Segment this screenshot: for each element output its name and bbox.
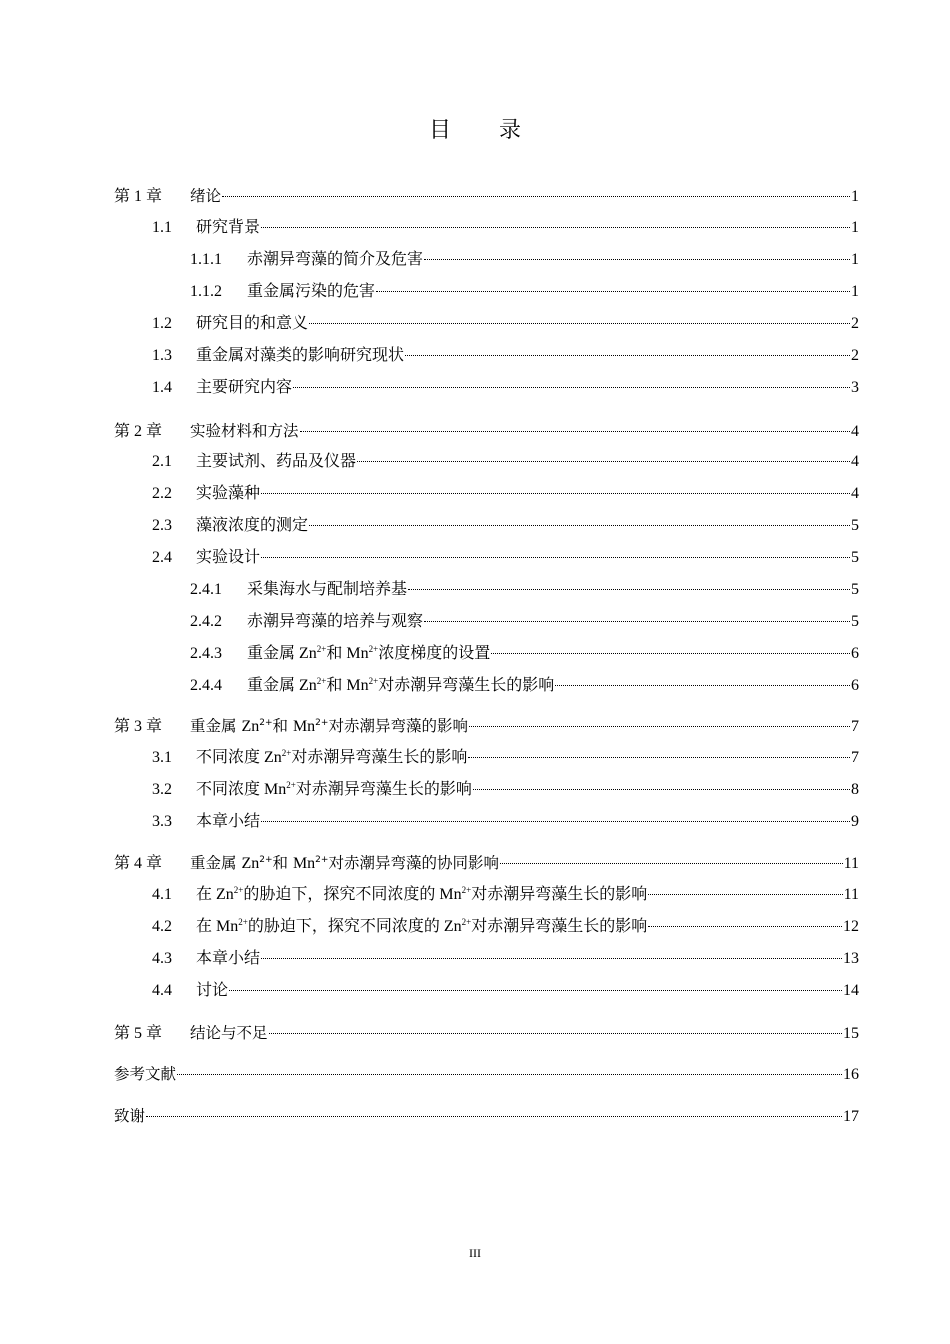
element-symbol: Zn	[241, 855, 260, 872]
title-text: 对赤潮异弯藻生长的影响	[378, 677, 555, 694]
toc-entry-page: 7	[851, 749, 859, 766]
title-text: 对赤潮异弯藻的协同影响	[328, 854, 499, 872]
toc-entry-number: 4.2	[152, 918, 172, 935]
dot-leader	[309, 524, 850, 526]
ion-charge: 2+	[461, 885, 472, 895]
toc-entry-page: 4	[851, 485, 859, 502]
title-text: 重金属污染的危害	[247, 283, 376, 300]
title-text: 参考文献	[114, 1065, 177, 1083]
title-text: 本章小结	[196, 950, 261, 967]
title-text: 绪论	[190, 187, 222, 205]
title-text: 重金属对藻类的影响研究现状	[196, 347, 405, 364]
dot-leader	[269, 1032, 842, 1034]
toc-entry-number: 1.2	[152, 315, 172, 332]
title-text: 不同浓度	[196, 781, 265, 798]
title-text: 对赤潮异弯藻生长的影响	[471, 886, 648, 903]
toc-entry-page: 2	[851, 315, 859, 332]
title-text: 对赤潮异弯藻生长的影响	[291, 749, 468, 766]
title-text: 对赤潮异弯藻生长的影响	[295, 781, 472, 798]
toc-entry[interactable]	[114, 1062, 859, 1086]
toc-entry-page: 5	[851, 613, 859, 630]
toc-entry[interactable]	[152, 312, 859, 336]
toc-entry[interactable]	[152, 979, 859, 1003]
title-text: 和	[272, 717, 293, 735]
title-text: 不同浓度	[196, 749, 265, 766]
toc-entry[interactable]	[152, 514, 859, 538]
dot-leader	[177, 1073, 842, 1075]
toc-entry[interactable]	[190, 248, 859, 272]
ion-charge: 2+	[461, 917, 472, 927]
ion-charge: 2+	[316, 676, 327, 686]
toc-entry-page: 16	[843, 1066, 859, 1083]
toc-entry-page: 7	[851, 718, 859, 735]
toc-entry-page: 1	[851, 283, 859, 300]
title-text: 藻液浓度的测定	[196, 517, 309, 534]
title-text: 主要试剂、药品及仪器	[196, 453, 357, 470]
toc-entry-title	[190, 1021, 268, 1045]
toc-entry-page: 5	[851, 549, 859, 566]
toc-entry-title	[190, 851, 499, 876]
toc-entry-page: 17	[843, 1108, 859, 1125]
dot-leader	[424, 258, 850, 260]
toc-entry[interactable]	[114, 1021, 859, 1045]
toc-entry-number: 2.1	[152, 453, 172, 470]
toc-entry-title	[196, 883, 647, 907]
title-text: 研究背景	[196, 219, 261, 236]
title-text: 实验材料和方法	[190, 422, 299, 440]
toc-entry-title	[247, 248, 423, 272]
dot-leader	[468, 756, 850, 758]
ion-charge: 2+	[259, 718, 273, 728]
dot-leader	[309, 322, 850, 324]
dot-leader	[648, 893, 842, 895]
ion-charge: 2+	[316, 644, 327, 654]
dot-leader	[293, 386, 850, 388]
title-text: 在	[196, 918, 217, 935]
toc-entry-number: 1.3	[152, 347, 172, 364]
dot-leader	[500, 862, 843, 864]
toc-entry-title	[196, 778, 472, 802]
element-symbol: Zn	[241, 718, 260, 735]
toc-entry-number: 3.3	[152, 813, 172, 830]
toc-entry-page: 12	[843, 918, 859, 935]
toc-entry-page: 2	[851, 347, 859, 364]
element-symbol: Mn	[439, 886, 462, 903]
dot-leader	[424, 620, 850, 622]
dot-leader	[261, 226, 850, 228]
element-symbol: Mn	[346, 677, 369, 694]
toc-entry-page: 3	[851, 379, 859, 396]
dot-leader	[408, 588, 850, 590]
toc-entry[interactable]	[152, 376, 859, 400]
dot-leader	[376, 290, 850, 292]
toc-entry-number: 2.4.2	[190, 613, 222, 630]
toc-entry-page: 5	[851, 517, 859, 534]
toc-entry-number: 2.4.4	[190, 677, 222, 694]
toc-entry-title	[196, 947, 260, 971]
toc-entry[interactable]	[190, 280, 859, 304]
toc-entry-page: 6	[851, 677, 859, 694]
toc-entry-page: 6	[851, 645, 859, 662]
toc-entry-number: 4.1	[152, 886, 172, 903]
toc-entry-title	[196, 482, 260, 506]
title-text: 主要研究内容	[196, 379, 293, 396]
dot-leader	[261, 957, 842, 959]
title-text: 和	[272, 854, 293, 872]
toc-entry-title	[196, 450, 356, 474]
title-text: 重金属	[247, 645, 300, 662]
toc-entry-number: 1.1	[152, 219, 172, 236]
toc-entry-page: 11	[843, 855, 859, 872]
dot-leader	[229, 989, 842, 991]
element-symbol: Zn	[443, 918, 462, 935]
toc-entry-number: 1.4	[152, 379, 172, 396]
toc-entry[interactable]	[152, 947, 859, 971]
toc-entry-number: 第 2 章	[114, 423, 163, 440]
toc-entry-title	[114, 1104, 145, 1128]
toc-entry-page: 5	[851, 581, 859, 598]
dot-leader	[648, 925, 842, 927]
toc-entry-page: 8	[851, 781, 859, 798]
toc-entry-page: 9	[851, 813, 859, 830]
toc-entry[interactable]	[152, 778, 859, 802]
dot-leader	[261, 556, 850, 558]
title-char-right: 录	[499, 118, 522, 143]
ion-charge: 2+	[281, 748, 292, 758]
toc-entry[interactable]	[114, 419, 859, 443]
title-text: 和	[326, 677, 347, 694]
toc-entry-number: 4.4	[152, 982, 172, 999]
toc-entry-title	[247, 642, 490, 666]
title-text: 致谢	[114, 1107, 146, 1125]
title-text: 赤潮异弯藻的简介及危害	[247, 251, 424, 268]
title-text: 和	[326, 645, 347, 662]
toc-entry-number: 第 5 章	[114, 1025, 163, 1042]
toc-entry[interactable]	[190, 610, 859, 634]
toc-entry[interactable]	[190, 578, 859, 602]
element-symbol: Mn	[346, 645, 369, 662]
toc-entry-title	[247, 674, 554, 698]
element-symbol: Mn	[264, 781, 287, 798]
toc-entry-page: 1	[851, 188, 859, 205]
toc-entry[interactable]	[152, 546, 859, 570]
toc-entry-number: 2.3	[152, 517, 172, 534]
title-text: 对赤潮异弯藻的影响	[328, 717, 468, 735]
ion-charge: 2+	[238, 917, 248, 927]
dot-leader	[469, 725, 850, 727]
toc-entry[interactable]	[152, 216, 859, 240]
ion-charge: 2+	[259, 855, 273, 865]
toc-entry[interactable]	[152, 344, 859, 368]
title-text: 讨论	[196, 982, 229, 999]
element-symbol: Zn	[216, 886, 234, 903]
element-symbol: Mn	[292, 718, 316, 735]
ion-charge: 2+	[233, 885, 244, 895]
toc-entry[interactable]	[152, 746, 859, 770]
toc-entry-number: 第 4 章	[114, 855, 163, 872]
title-text: 的胁迫下，探究不同浓度的	[243, 886, 440, 903]
toc-entry[interactable]	[114, 1104, 859, 1128]
page-number: III	[469, 1246, 481, 1260]
toc-entry-number: 1.1.1	[190, 251, 222, 268]
element-symbol: Zn	[299, 677, 317, 694]
dot-leader	[357, 460, 850, 462]
toc-entry-title	[196, 546, 260, 570]
toc-entry-title	[196, 915, 647, 939]
dot-leader	[491, 652, 850, 654]
dot-leader	[222, 195, 850, 197]
toc-entry-number: 3.1	[152, 749, 172, 766]
toc-entry-number: 第 1 章	[114, 188, 163, 205]
toc-entry-page: 4	[851, 453, 859, 470]
toc-entry-page: 15	[843, 1025, 859, 1042]
ion-charge: 2+	[368, 644, 379, 654]
toc-entry-page: 1	[851, 251, 859, 268]
title-char-left: 目	[428, 118, 451, 143]
ion-charge: 2+	[368, 676, 379, 686]
toc-entry-title	[247, 578, 407, 602]
dot-leader	[555, 684, 850, 686]
dot-leader	[473, 788, 850, 790]
toc-entry-title	[196, 376, 292, 400]
toc-entry-page: 11	[843, 886, 859, 903]
title-text: 赤潮异弯藻的培养与观察	[247, 613, 424, 630]
toc-entry[interactable]	[190, 674, 859, 698]
title-text: 对赤潮异弯藻生长的影响	[471, 918, 648, 935]
ion-charge: 2+	[315, 855, 329, 865]
element-symbol: Mn	[216, 918, 239, 935]
title-text: 研究目的和意义	[196, 315, 309, 332]
ion-charge: 2+	[315, 718, 329, 728]
title-text: 重金属	[190, 854, 242, 872]
title-text: 本章小结	[196, 813, 261, 830]
toc-entry[interactable]	[152, 810, 859, 834]
element-symbol: Zn	[299, 645, 317, 662]
toc-entry-number: 2.2	[152, 485, 172, 502]
title-text: 实验藻种	[196, 485, 261, 502]
title-text: 在	[196, 886, 217, 903]
toc-entry-number: 2.4.1	[190, 581, 222, 598]
toc-entry-title	[196, 746, 467, 770]
title-text: 重金属	[190, 717, 242, 735]
toc-entry-number: 4.3	[152, 950, 172, 967]
toc-entry[interactable]	[114, 714, 859, 738]
title-text: 重金属	[247, 677, 300, 694]
toc-entry-number: 2.4	[152, 549, 172, 566]
toc-entry-number: 3.2	[152, 781, 172, 798]
toc-entry-title	[196, 216, 260, 240]
toc-entry-title	[247, 610, 423, 634]
toc-entry-title	[247, 280, 375, 304]
dot-leader	[261, 820, 850, 822]
toc-entry-title	[114, 1062, 176, 1086]
element-symbol: Zn	[264, 749, 282, 766]
toc-entry[interactable]	[114, 851, 859, 875]
toc-entry[interactable]	[152, 450, 859, 474]
toc-entry-number: 1.1.2	[190, 283, 222, 300]
toc-entry-title	[190, 184, 221, 208]
toc-entry[interactable]	[114, 184, 859, 208]
toc-entry-title	[196, 810, 260, 834]
ion-charge: 2+	[286, 780, 296, 790]
dot-leader	[146, 1115, 842, 1117]
toc-entry-title	[196, 312, 308, 336]
dot-leader	[261, 492, 850, 494]
toc-entry[interactable]	[152, 883, 859, 907]
dot-leader	[405, 354, 850, 356]
toc-entry-page: 1	[851, 219, 859, 236]
title-text: 浓度梯度的设置	[378, 645, 491, 662]
dot-leader	[300, 430, 850, 432]
toc-entry-title	[190, 419, 299, 443]
toc-entry[interactable]	[152, 482, 859, 506]
page-title	[0, 113, 950, 144]
toc-entry[interactable]	[190, 642, 859, 666]
title-text: 采集海水与配制培养基	[247, 581, 408, 598]
title-text: 实验设计	[196, 549, 261, 566]
toc-entry-page: 14	[843, 982, 859, 999]
toc-entry-title	[196, 344, 404, 368]
toc-entry-number: 2.4.3	[190, 645, 222, 662]
toc-entry-page: 13	[843, 950, 859, 967]
toc-entry-title	[196, 514, 308, 538]
toc-entry-title	[196, 979, 228, 1003]
toc-entry-title	[190, 714, 468, 739]
toc-entry-number: 第 3 章	[114, 718, 163, 735]
element-symbol: Mn	[292, 855, 316, 872]
toc-entry-page: 4	[851, 423, 859, 440]
title-text: 结论与不足	[190, 1024, 268, 1042]
toc-entry[interactable]	[152, 915, 859, 939]
title-text: 的胁迫下，探究不同浓度的	[247, 918, 444, 935]
